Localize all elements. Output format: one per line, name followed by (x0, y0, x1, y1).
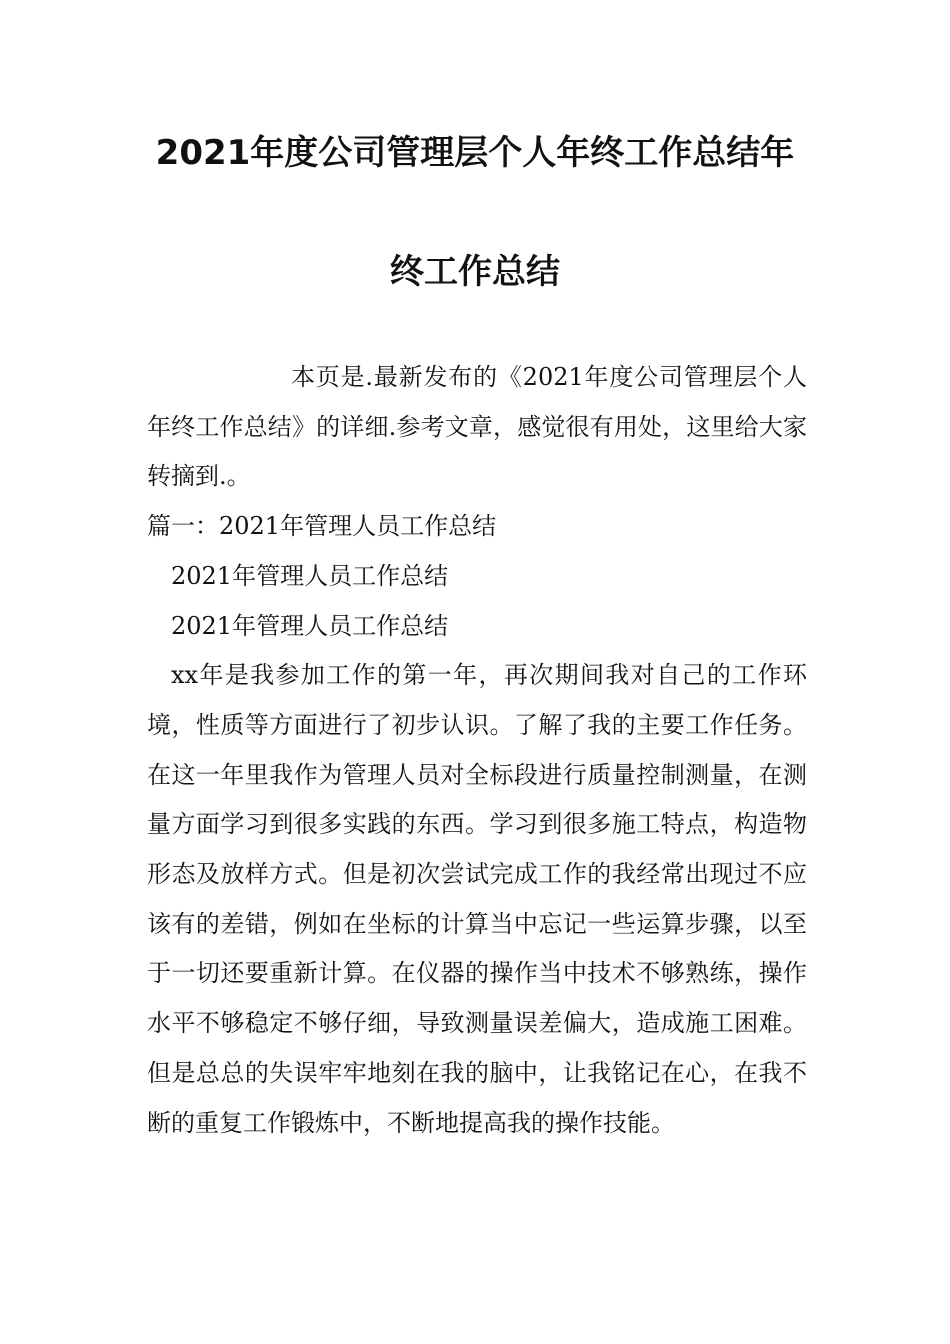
body-paragraph: xx年是我参加工作的第一年，再次期间我对自己的工作环境，性质等方面进行了初步认识。了解了我的主要工作任务。在这一年里我作为管理人员对全标段进行质量控制测量，在测量方面学习到很多实践的东西。学习到很多施工特点，构造物形态及放样方式。但是初次尝试完成工作的我经常出现过不应该有的差错，例如在坐标的计算当中忘记一些运算步骤，以至于一切还要重新计算。在仪器的操作当中技术不够熟练，操作水平不够稳定不够仔细，导致测量误差偏大，造成施工困难。但是总总的失误牢牢地刻在我的脑中，让我铭记在心，在我不断的重复工作锻炼中，不断地提高我的操作技能。 (147, 661, 807, 1137)
section-heading: 篇一：2021年管理人员工作总结 (147, 512, 497, 541)
subheading-2: 2021年管理人员工作总结 (171, 611, 449, 640)
document-title-line-2: 终工作总结 (390, 252, 560, 292)
subheading-1: 2021年管理人员工作总结 (171, 561, 449, 590)
document-title-line-1: 2021年度公司管理层个人年终工作总结年 (155, 133, 795, 173)
intro-paragraph: 本页是.最新发布的《2021年度公司管理层个人年终工作总结》的详细.参考文章，感觉很有用处，这里给大家转摘到.。 (147, 363, 807, 491)
document-body (147, 353, 807, 1148)
